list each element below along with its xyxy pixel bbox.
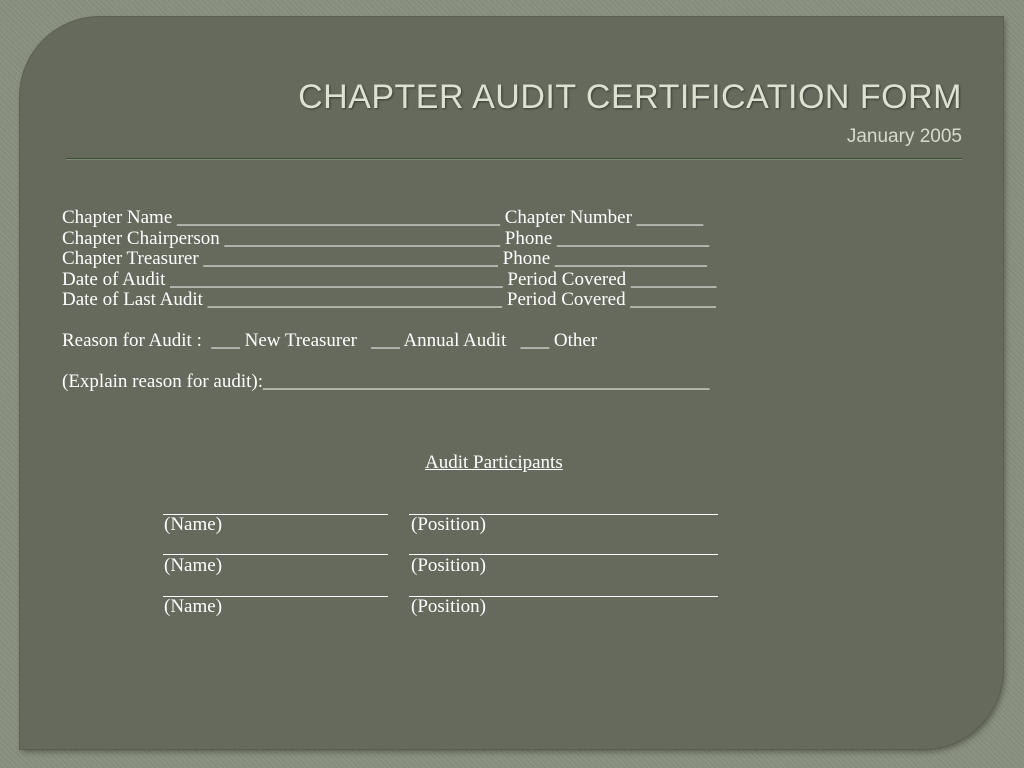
page-subtitle: January 2005: [846, 126, 962, 147]
participant-position-label: (Position): [411, 555, 486, 576]
audit-participants-heading: Audit Participants: [425, 452, 563, 473]
participant-position-label: (Position): [411, 596, 486, 617]
page-title: CHAPTER AUDIT CERTIFICATION FORM: [298, 78, 962, 116]
chapter-name-line: Chapter Name __________________________________ Chapter Number _______: [62, 207, 704, 228]
participant-name-label: (Name): [164, 555, 223, 576]
title-divider: [66, 158, 962, 160]
chapter-chairperson-line: Chapter Chairperson _____________________________ Phone ________________: [62, 227, 710, 249]
chapter-treasurer-line: Chapter Treasurer _______________________________ Phone ________________: [62, 248, 707, 269]
participant-position-label: (Position): [411, 514, 486, 535]
participant-name-label: (Name): [164, 514, 223, 535]
chapter-info-fields: [62, 208, 716, 311]
explain-reason-line: (Explain reason for audit):_______________________________________________: [62, 371, 710, 392]
date-of-last-audit-line: Date of Last Audit _______________________________ Period Covered _________: [62, 289, 716, 310]
reason-for-audit-line: Reason for Audit : ___ New Treasurer ___ Annual Audit ___ Other: [62, 330, 598, 351]
date-of-audit-line: Date of Audit ___________________________________ Period Covered _________: [62, 268, 717, 290]
participant-name-label: (Name): [164, 596, 223, 617]
